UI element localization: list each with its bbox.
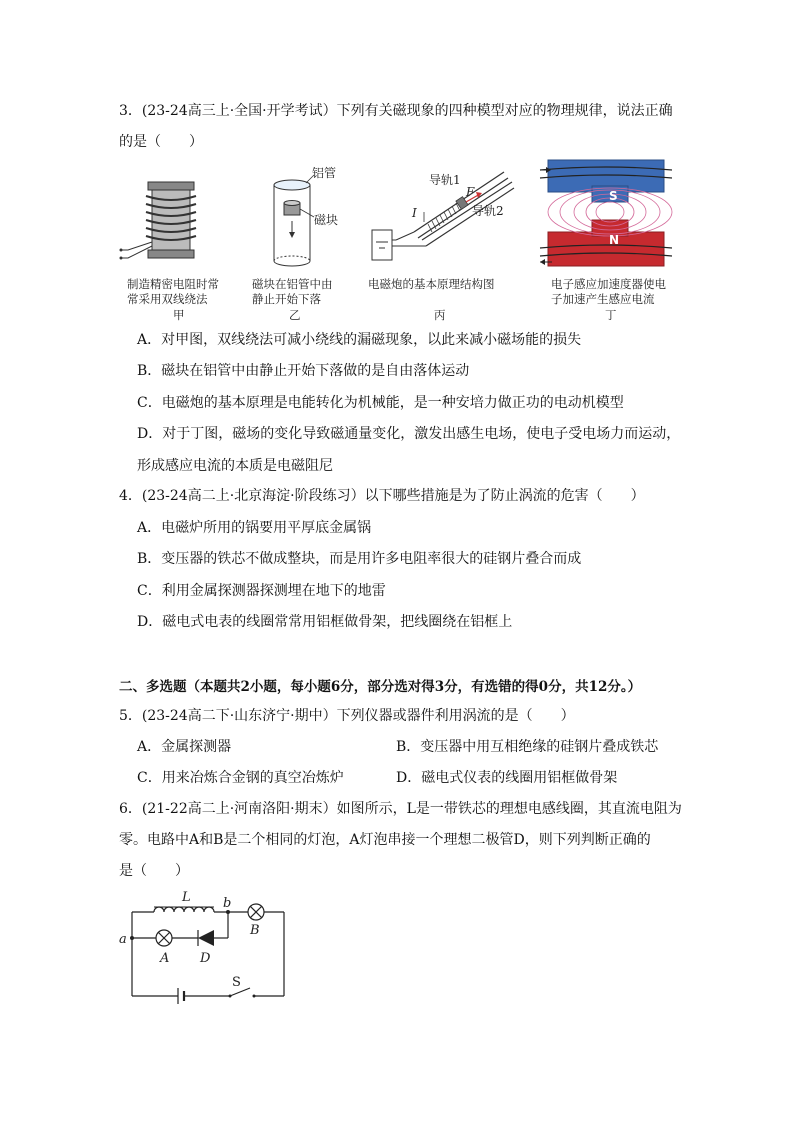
figure-ding-betatron bbox=[536, 156, 676, 274]
q5-option-a[interactable]: A．金属探测器 bbox=[137, 739, 232, 755]
q5-option-c[interactable]: C．用来冶炼合金钢的真空冶炼炉 bbox=[137, 770, 344, 786]
q6-label-A: A bbox=[160, 951, 170, 966]
figure-jia-solenoid bbox=[118, 180, 218, 270]
q4-option-b[interactable]: B．变压器的铁芯不做成整块，而是用许多电阻率很大的硅钢片叠合而成 bbox=[137, 551, 582, 567]
q3-option-b[interactable]: B．磁块在铝管中由静止开始下落做的是自由落体运动 bbox=[137, 363, 470, 379]
figure-jia-name: 甲 bbox=[173, 308, 185, 322]
figure-bing-name: 丙 bbox=[434, 308, 446, 322]
figure-bing-label-rail1: 导轨1 bbox=[429, 173, 461, 187]
figure-yi-label-tube: 铝管 bbox=[312, 166, 337, 180]
figure-bing-label-F: F bbox=[466, 185, 475, 199]
q3-option-a[interactable]: A．对甲图，双线绕法可减小绕线的漏磁现象，以此来减小磁场能的损失 bbox=[137, 332, 582, 348]
q6-stem-line2: 零。电路中A和B是二个相同的灯泡，A灯泡串接一个理想二极管D，则下列判断正确的 bbox=[119, 832, 651, 848]
q5-option-b[interactable]: B．变压器中用互相绝缘的硅钢片叠成铁芯 bbox=[396, 739, 659, 755]
figure-jia-caption2: 常采用双线绕法 bbox=[127, 292, 208, 306]
q6-label-B: B bbox=[250, 923, 260, 938]
figure-ding-caption1: 电子感应加速度器使电 bbox=[551, 277, 666, 291]
q4-stem: 4．(23-24高二上·北京海淀·阶段练习）以下哪些措施是为了防止涡流的危害（ ） bbox=[119, 488, 645, 504]
figure-jia-caption1: 制造精密电阻时常 bbox=[127, 277, 219, 291]
q5-stem: 5．(23-24高二下·山东济宁·期中）下列仪器或器件利用涡流的是（ ） bbox=[119, 708, 575, 724]
section-2-heading: 二、多选题（本题共2小题，每小题6分，部分选对得3分，有选错的得0分，共12分。） bbox=[119, 679, 642, 695]
figure-bing-caption1: 电磁炮的基本原理结构图 bbox=[368, 277, 495, 291]
q6-stem-line1: 6．(21-22高二上·河南洛阳·期末）如图所示，L是一带铁芯的理想电感线圈，其直流电阻为 bbox=[119, 801, 682, 817]
q5-option-d[interactable]: D．磁电式仪表的线圈用铝框做骨架 bbox=[396, 770, 618, 786]
q4-option-c[interactable]: C．利用金属探测器探测埋在地下的地雷 bbox=[137, 583, 386, 599]
figure-yi-caption1: 磁块在铝管中由 bbox=[252, 277, 333, 291]
figure-ding-caption2: 子加速产生感应电流 bbox=[551, 292, 655, 306]
q3-stem-line2: 的是（ ） bbox=[119, 134, 203, 150]
q6-label-a: a bbox=[119, 932, 127, 947]
q4-option-a[interactable]: A．电磁炉所用的锅要用平厚底金属锅 bbox=[137, 520, 372, 536]
q3-option-d-cont: 形成感应电流的本质是电磁阻尼 bbox=[137, 458, 333, 474]
figure-bing-label-I: I bbox=[412, 206, 417, 220]
q3-option-c[interactable]: C．电磁炮的基本原理是电能转化为机械能，是一种安培力做正功的电动机模型 bbox=[137, 395, 624, 411]
q6-label-D: D bbox=[200, 951, 211, 966]
q6-label-S: S bbox=[232, 975, 241, 990]
figure-bing-label-rail2: 导轨2 bbox=[472, 204, 504, 218]
figure-yi-caption2: 静止开始下落 bbox=[252, 292, 321, 306]
q6-circuit-diagram bbox=[118, 890, 298, 1005]
q4-option-d[interactable]: D．磁电式电表的线圈常常用铝框做骨架，把线圈绕在铝框上 bbox=[137, 614, 513, 630]
q3-option-d[interactable]: D．对于丁图，磁场的变化导致磁通量变化，激发出感生电场，使电子受电场力而运动， bbox=[137, 426, 681, 442]
figure-ding-name: 丁 bbox=[605, 308, 617, 322]
q6-label-L: L bbox=[182, 890, 191, 905]
figure-yi-label-magnet: 磁块 bbox=[314, 213, 339, 227]
q6-label-b: b bbox=[223, 896, 232, 911]
figure-ding-label-N: N bbox=[609, 233, 620, 247]
figure-yi-name: 乙 bbox=[289, 308, 301, 322]
figure-ding-label-S: S bbox=[609, 189, 618, 203]
q6-stem-line3: 是（ ） bbox=[119, 863, 189, 879]
q3-stem-line1: 3．(23-24高三上·全国·开学考试）下列有关磁现象的四种模型对应的物理规律，说法正确 bbox=[119, 103, 673, 119]
